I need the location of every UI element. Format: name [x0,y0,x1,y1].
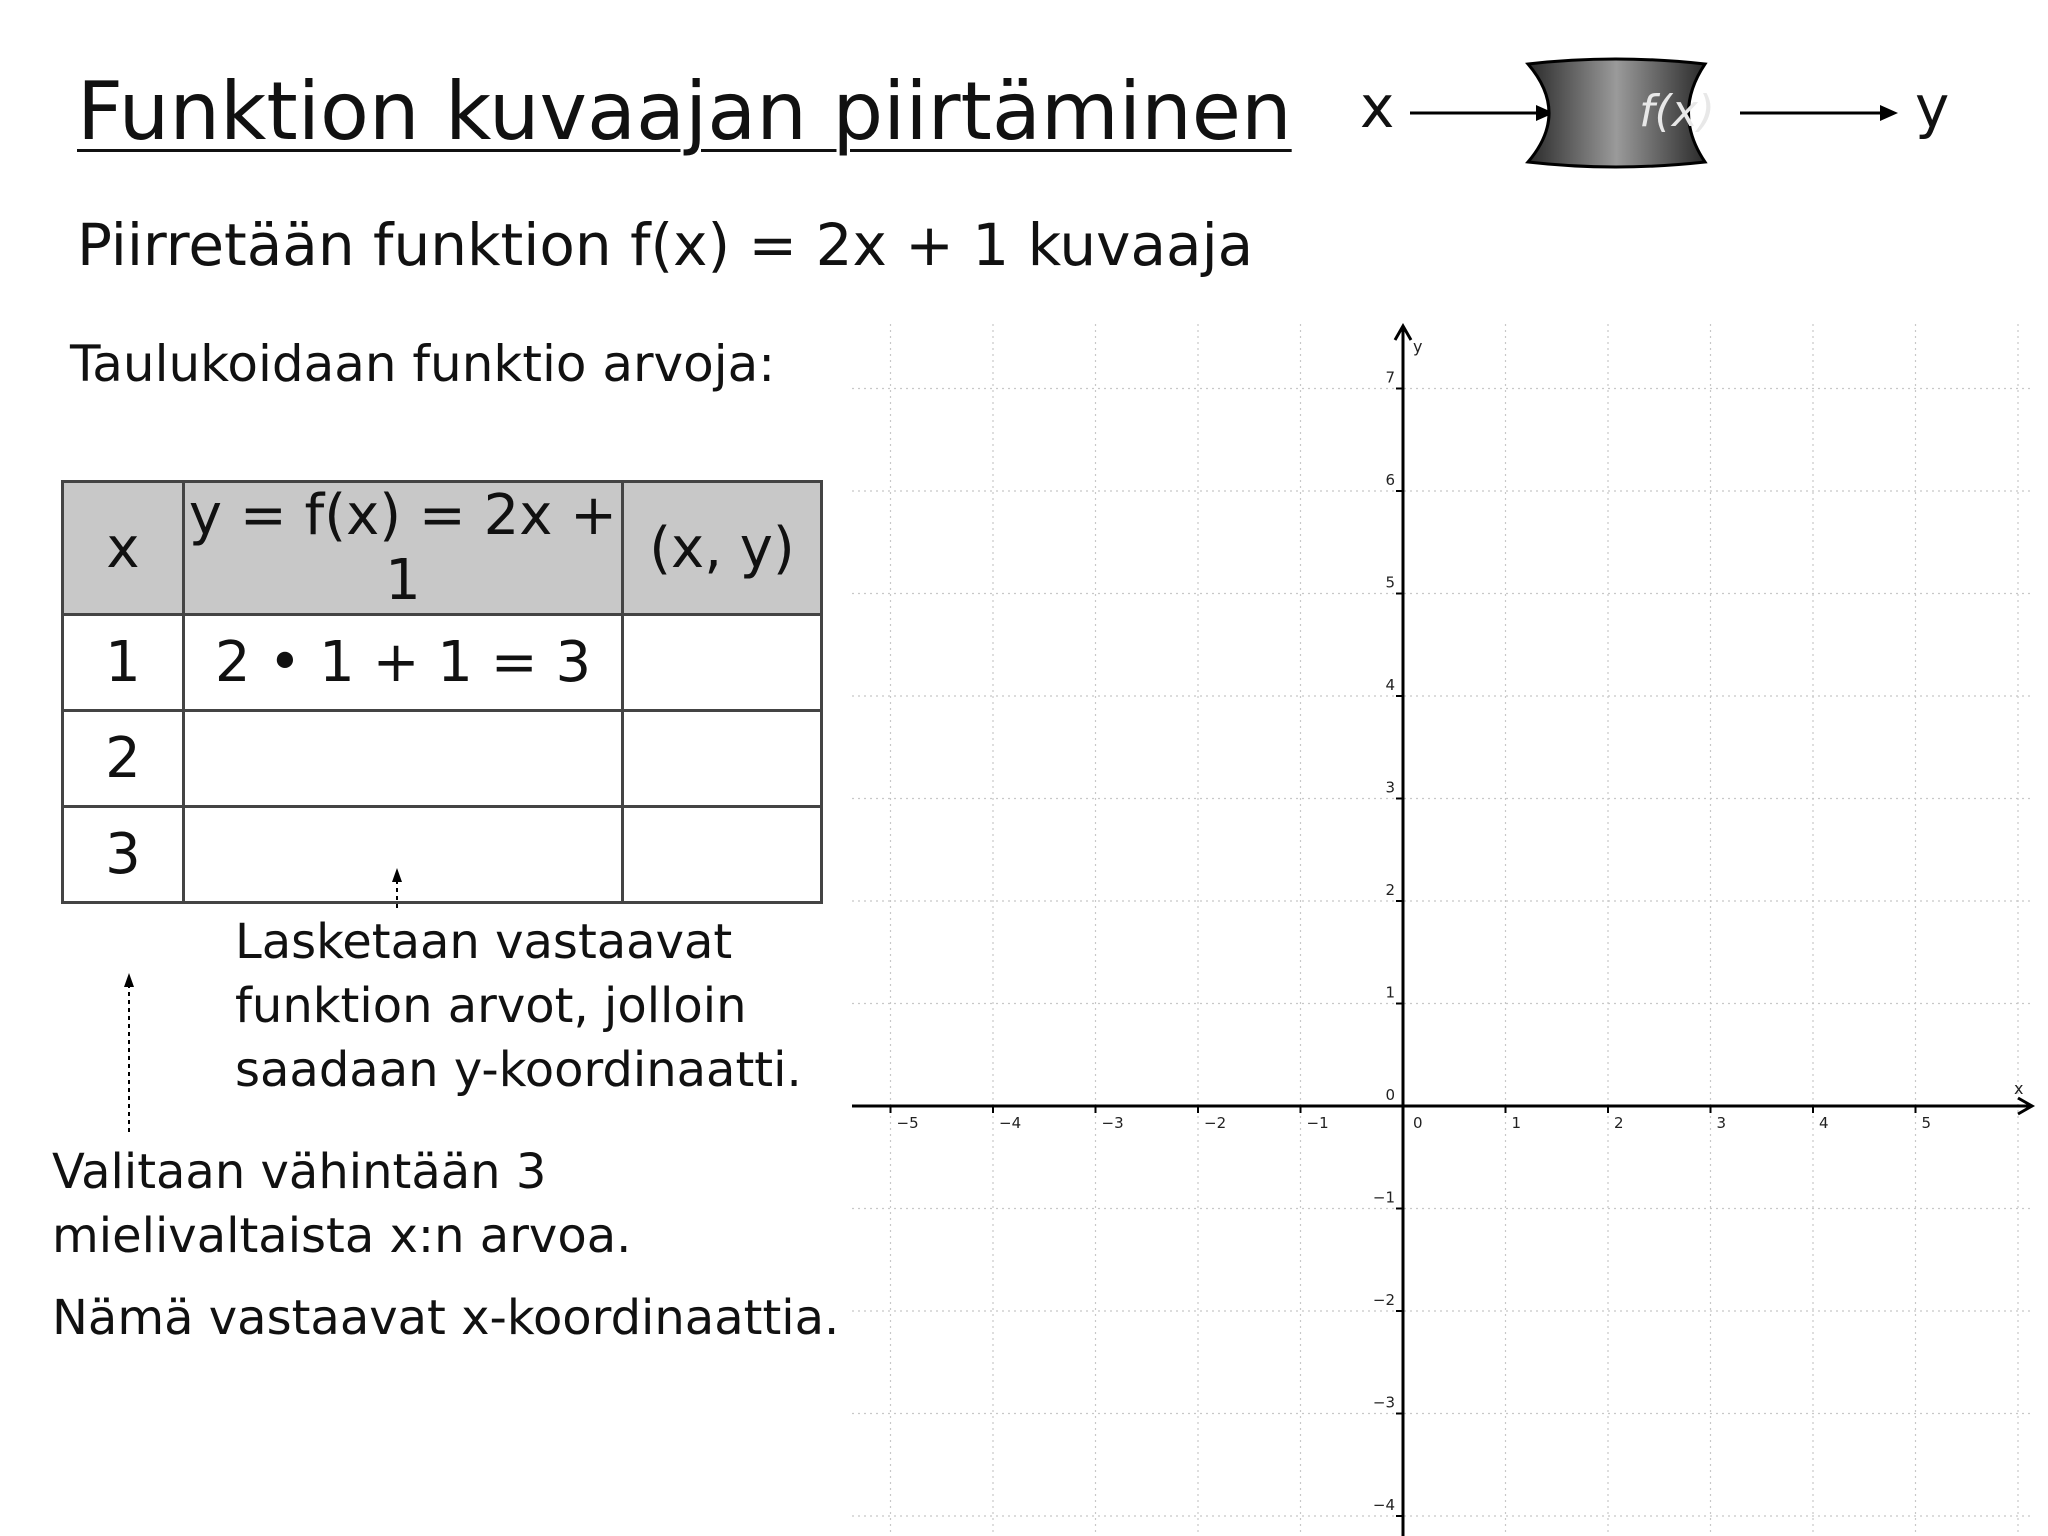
cell-x: 1 [63,615,184,711]
y-tick-label: 7 [1385,368,1395,387]
axes [852,326,2032,1536]
y-tick-label: −4 [1372,1496,1395,1514]
y-tick-label: 2 [1385,881,1395,899]
machine-output-label: y [1915,73,1950,141]
x-tick-label: −4 [999,1114,1022,1132]
cell-y: 2 • 1 + 1 = 3 [184,615,623,711]
y-tick-label: 6 [1385,471,1395,489]
y-tick-label: 1 [1385,983,1395,1002]
x-tick-label: 2 [1614,1114,1624,1132]
machine-function-label: f(x) [1639,86,1715,137]
tick-labels [891,337,2024,1516]
header-point: (x, y) [623,482,822,615]
table-intro: Taulukoidaan funktio arvoja: [70,335,776,393]
x-tick-label: −2 [1204,1114,1227,1132]
function-machine-diagram [1360,50,1960,180]
note-choose-x: Valitaan vähintään 3 mielivaltaista x:n arvoa. [52,1144,632,1264]
coordinate-grid [840,310,2048,1536]
machine-input-label: x [1360,73,1395,141]
cell-x: 3 [63,807,184,903]
y-tick-label: −1 [1372,1188,1395,1207]
page-title: Funktion kuvaajan piirtäminen [77,65,1292,158]
x-axis-label: x [2014,1079,2024,1098]
x-tick-label: 3 [1716,1114,1727,1132]
y-tick-label: −2 [1372,1291,1395,1309]
x-tick-label: 4 [1819,1114,1829,1132]
header-x: x [63,482,184,615]
grid-lines [852,324,2030,1536]
y-axis-label: y [1413,337,1423,356]
y-tick-label: 0 [1385,1086,1395,1104]
subtitle: Piirretään funktion f(x) = 2x + 1 kuvaaja [77,211,1254,279]
y-tick-label: −3 [1372,1393,1395,1412]
x-tick-label: −3 [1101,1114,1124,1132]
header-formula: y = f(x) = 2x + 1 [184,482,623,615]
note-calc-y: Lasketaan vastaavat funktion arvot, jolloin saadaan y-koordinaatti. [235,914,802,1098]
x-tick-label: −5 [896,1114,919,1132]
x-tick-label: 5 [1921,1114,1932,1132]
y-tick-label: 5 [1385,573,1395,592]
note-x-coordinate: Nämä vastaavat x-koordinaattia. [52,1290,840,1346]
x-tick-label: 1 [1511,1114,1522,1132]
x-tick-label: −1 [1306,1114,1329,1132]
y-tick-label: 4 [1385,676,1395,694]
cell-x: 2 [63,711,184,807]
x-tick-label: 0 [1413,1114,1423,1132]
y-tick-label: 3 [1385,778,1395,797]
